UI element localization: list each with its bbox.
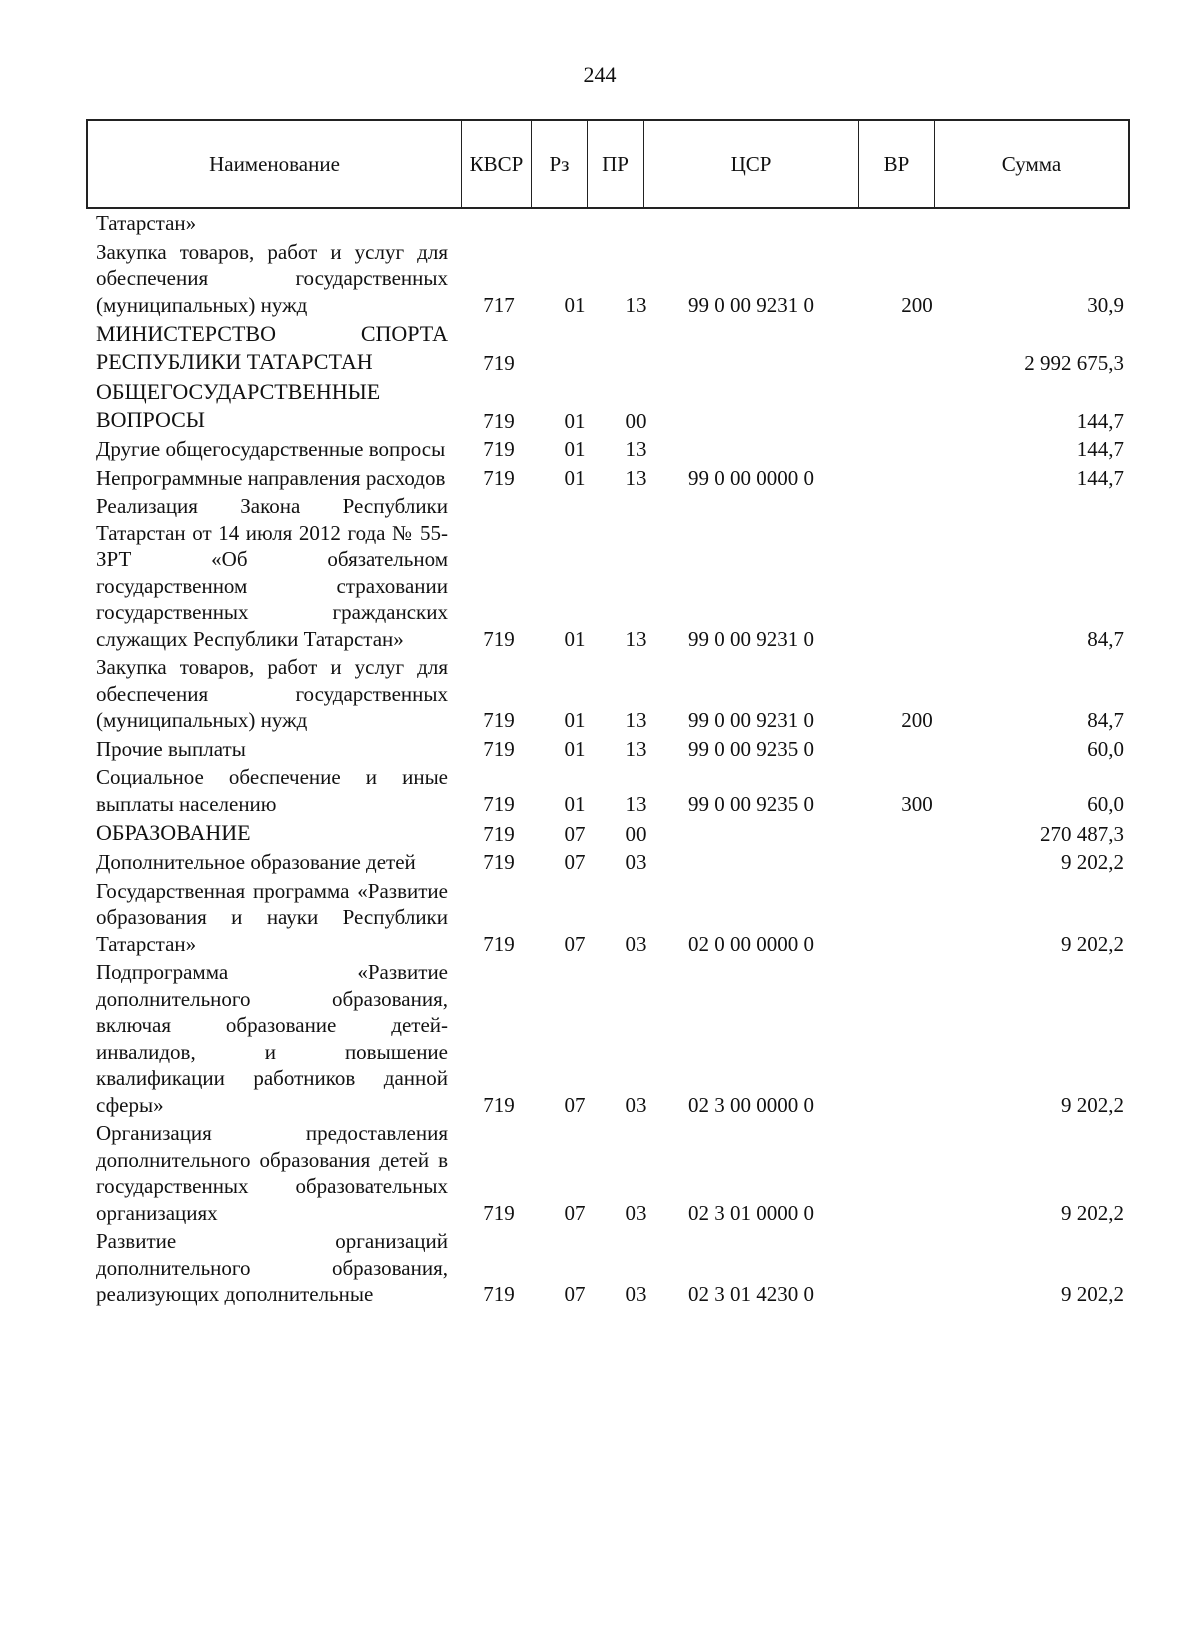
cell-rz: 01	[564, 791, 586, 816]
cell-vr: 200	[901, 292, 933, 317]
cell-kvsr: 719	[483, 931, 515, 956]
cell-csr: 99 0 00 9231 0	[688, 708, 814, 732]
cell-kvsr: 717	[483, 292, 515, 317]
cell-sum: 2 992 675,3	[1024, 350, 1124, 375]
cell-pr: 13	[625, 791, 647, 816]
cell-name: Социальное обеспечение и иные выплаты населению	[96, 765, 448, 816]
cell-pr: 03	[625, 1200, 647, 1225]
cell-rz: 07	[564, 850, 586, 874]
cell-name: Прочие выплаты	[96, 736, 246, 761]
cell-csr: 99 0 00 9235 0	[688, 791, 814, 816]
header-kvsr: КВСР	[462, 121, 532, 207]
cell-pr: 13	[625, 292, 647, 317]
cell-name: Другие общегосударственные вопросы	[96, 437, 446, 461]
table-row	[96, 654, 1126, 734]
table-row	[96, 764, 1126, 817]
cell-name: Непрограммные направления расходов	[96, 465, 446, 490]
table-row	[96, 849, 1126, 876]
table-row	[96, 736, 1126, 763]
table-row	[96, 436, 1126, 463]
cell-kvsr: 719	[483, 626, 515, 651]
table-row	[96, 239, 1126, 319]
cell-csr: 02 3 01 4230 0	[688, 1282, 814, 1306]
table-header	[86, 119, 1130, 209]
cell-name: Подпрограмма «Развитие дополнительного образования, включая образование детей-инвалидов, и повышение квалификации работников данной сферы»	[96, 960, 448, 1117]
table-row	[96, 1228, 1126, 1308]
table-row	[96, 493, 1126, 652]
cell-vr: 200	[901, 708, 933, 732]
cell-sum: 144,7	[1076, 408, 1124, 433]
header-vr: ВР	[859, 121, 935, 207]
cell-sum: 9 202,2	[1061, 1092, 1124, 1117]
cell-sum: 144,7	[1076, 465, 1124, 490]
cell-sum: 84,7	[1087, 626, 1124, 651]
cell-name: Закупка товаров, работ и услуг для обеспечения государственных (муниципальных) нужд	[96, 239, 448, 317]
table-row	[96, 878, 1126, 958]
cell-kvsr: 719	[483, 1282, 515, 1306]
cell-rz: 01	[564, 626, 586, 651]
cell-name: Дополнительное образование детей	[96, 850, 416, 874]
page-number: 244	[583, 62, 617, 87]
cell-sum: 60,0	[1087, 736, 1124, 761]
cell-kvsr: 719	[483, 736, 515, 761]
cell-pr: 13	[625, 465, 647, 490]
cell-name: Татарстан»	[96, 211, 197, 235]
header-name: Наименование	[88, 121, 462, 207]
cell-kvsr: 719	[483, 1200, 515, 1225]
cell-sum: 270 487,3	[1040, 821, 1124, 846]
cell-sum: 60,0	[1087, 791, 1124, 816]
cell-pr: 03	[625, 850, 647, 874]
header-rz: Рз	[532, 121, 588, 207]
cell-pr: 03	[625, 1282, 647, 1306]
cell-kvsr: 719	[483, 850, 515, 874]
cell-kvsr: 719	[483, 1092, 515, 1117]
cell-kvsr: 719	[483, 821, 515, 846]
table-row	[96, 819, 1126, 847]
cell-name: Реализация Закона Республики Татарстан от 14 июля 2012 года № 55-ЗРТ «Об обязательном государственном страховании государственных гражданских служащих Республики Татарстан»	[96, 494, 448, 651]
cell-rz: 07	[564, 1200, 586, 1225]
table-body	[96, 210, 1126, 1308]
cell-pr: 00	[625, 821, 647, 846]
cell-rz: 07	[564, 821, 586, 846]
table-row	[96, 320, 1126, 376]
cell-pr: 13	[625, 626, 647, 651]
cell-name: МИНИСТЕРСТВО СПОРТА РЕСПУБЛИКИ ТАТАРСТАН	[96, 321, 448, 374]
cell-name: ОБРАЗОВАНИЕ	[96, 820, 251, 845]
table-row	[96, 1120, 1126, 1226]
table-row	[96, 210, 1126, 237]
cell-pr: 00	[625, 408, 647, 433]
cell-rz: 01	[564, 465, 586, 490]
cell-name: Организация предоставления дополнительного образования детей в государственных образовательных организациях	[96, 1121, 448, 1225]
cell-csr: 99 0 00 9235 0	[688, 736, 814, 761]
cell-kvsr: 719	[483, 708, 515, 732]
cell-rz: 07	[564, 1282, 586, 1306]
cell-pr: 03	[625, 1092, 647, 1117]
cell-name: ОБЩЕГОСУДАРСТВЕННЫЕ ВОПРОСЫ	[96, 379, 381, 432]
cell-pr: 13	[625, 708, 647, 732]
cell-rz: 07	[564, 1092, 586, 1117]
cell-sum: 9 202,2	[1061, 931, 1124, 956]
cell-sum: 30,9	[1087, 292, 1124, 317]
cell-rz: 01	[564, 408, 586, 433]
table-row	[96, 959, 1126, 1118]
cell-kvsr: 719	[483, 437, 515, 461]
cell-kvsr: 719	[483, 408, 515, 433]
cell-pr: 13	[625, 437, 647, 461]
cell-csr: 02 3 00 0000 0	[688, 1092, 814, 1117]
header-pr: ПР	[588, 121, 644, 207]
header-csr: ЦСР	[644, 121, 859, 207]
cell-name: Закупка товаров, работ и услуг для обеспечения государственных (муниципальных) нужд	[96, 655, 448, 732]
cell-sum: 9 202,2	[1061, 1200, 1124, 1225]
cell-sum: 84,7	[1087, 708, 1124, 732]
cell-rz: 01	[564, 708, 586, 732]
cell-csr: 99 0 00 9231 0	[688, 292, 814, 317]
cell-csr: 02 0 00 0000 0	[688, 931, 814, 956]
cell-rz: 01	[564, 736, 586, 761]
cell-vr: 300	[901, 791, 933, 816]
table-row	[96, 378, 1126, 434]
cell-sum: 9 202,2	[1061, 850, 1124, 874]
cell-csr: 02 3 01 0000 0	[688, 1200, 814, 1225]
table-row	[96, 465, 1126, 492]
cell-rz: 01	[564, 292, 586, 317]
cell-rz: 07	[564, 931, 586, 956]
cell-kvsr: 719	[483, 791, 515, 816]
cell-csr: 99 0 00 9231 0	[688, 626, 814, 651]
cell-pr: 13	[625, 736, 647, 761]
cell-pr: 03	[625, 931, 647, 956]
header-sum: Сумма	[1001, 151, 1062, 176]
cell-kvsr: 719	[483, 350, 515, 375]
cell-kvsr: 719	[483, 465, 515, 490]
cell-name: Развитие организаций дополнительного образования, реализующих дополнительные	[96, 1229, 448, 1306]
cell-csr: 99 0 00 0000 0	[688, 465, 814, 490]
cell-sum: 9 202,2	[1061, 1282, 1124, 1306]
cell-name: Государственная программа «Развитие образования и науки Республики Татарстан»	[96, 878, 448, 956]
cell-rz: 01	[564, 437, 586, 461]
cell-sum: 144,7	[1076, 437, 1124, 461]
